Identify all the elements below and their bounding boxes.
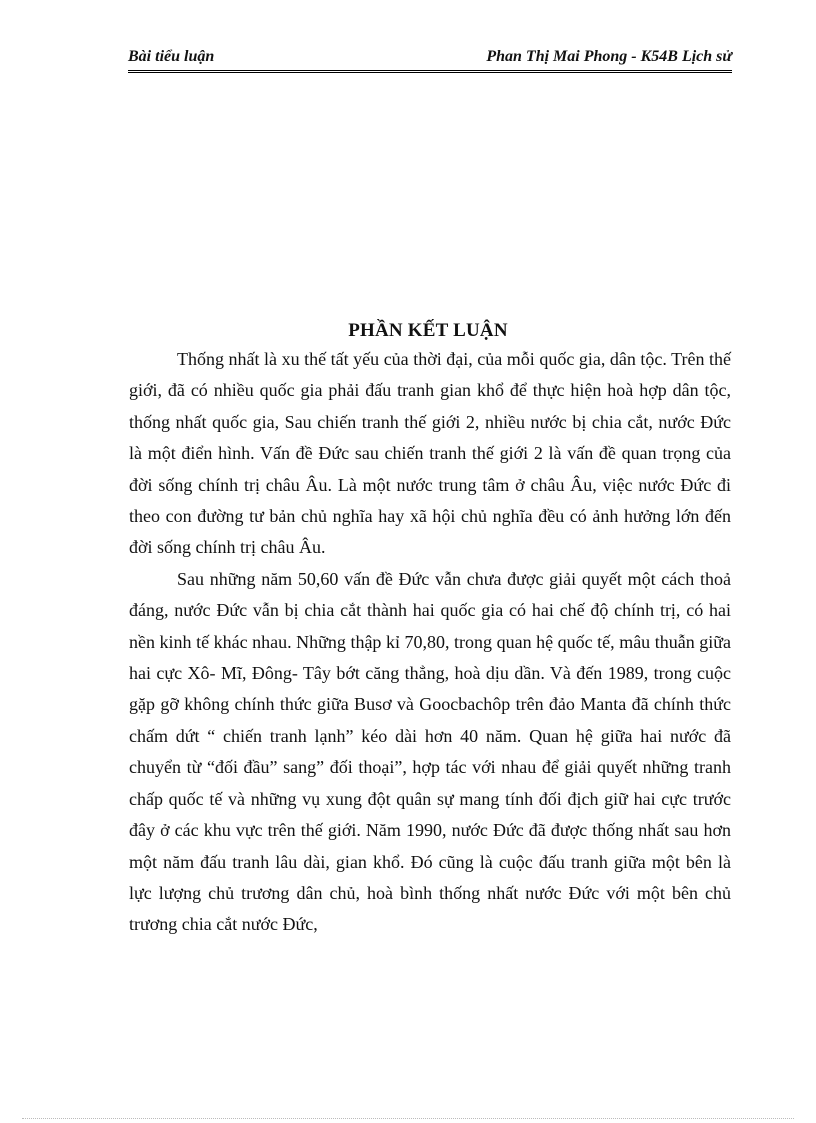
paragraph-2: Sau những năm 50,60 vấn đề Đức vẫn chưa được giải quyết một cách thoả đáng, nước Đức vẫn bị chia cắt thành hai quốc gia có hai chế độ chính trị, có hai nền kinh tế khác nhau. Những thập kỉ 70,80, trong quan hệ quốc tế, mâu thuẫn giữa hai cực Xô- Mĩ, Đông- Tây bớt căng thẳng, hoà dịu dần. Và đến 1989, trong cuộc gặp gỡ không chính thức giữa Busơ và Goocbachôp trên đảo Manta đã chính thức chấm dứt “ chiến tranh lạnh” kéo dài hơn 40 năm. Quan hệ giữa hai nước đã chuyển từ “đối đầu” sang” đối thoại”, hợp tác với nhau để giải quyết những tranh chấp quốc tế và những vụ xung đột quân sự mang tính đối địch giữ hai cực trước đây ở các khu vực trên thế giới. Năm 1990, nước Đức đã được thống nhất sau hơn một năm đấu tranh lâu dài, gian khổ. Đó cũng là cuộc đấu tranh giữa một bên là lực lượng chủ trương dân chủ, hoà bình thống nhất nước Đức với một bên chủ trương chia cắt nước Đức,: [129, 568, 731, 935]
page-header: [128, 46, 732, 73]
body-text: [129, 344, 731, 941]
header-document-type: Bài tiểu luận: [128, 48, 215, 65]
page-bottom-divider: [22, 1118, 794, 1119]
paragraph-1: Thống nhất là xu thế tất yếu của thời đại, của mỗi quốc gia, dân tộc. Trên thế giới, đã có nhiều quốc gia phải đấu tranh gian khổ để thực hiện hoà hợp dân tộc, thống nhất quốc gia, Sau chiến tranh thế giới 2, nhiều nước bị chia cắt, nước Đức là một điển hình. Vấn đề Đức sau chiến tranh thế giới 2 là vấn đề quan trọng của đời sống chính trị châu Âu. Là một nước trung tâm ở châu Âu, việc nước Đức đi theo con đường tư bản chủ nghĩa hay xã hội chủ nghĩa đều có ảnh hưởng lớn đến đời sống chính trị châu Âu.: [129, 349, 731, 558]
header-author: Phan Thị Mai Phong - K54B Lịch sử: [486, 48, 732, 65]
section-title: PHẦN KẾT LUẬN: [348, 320, 508, 341]
